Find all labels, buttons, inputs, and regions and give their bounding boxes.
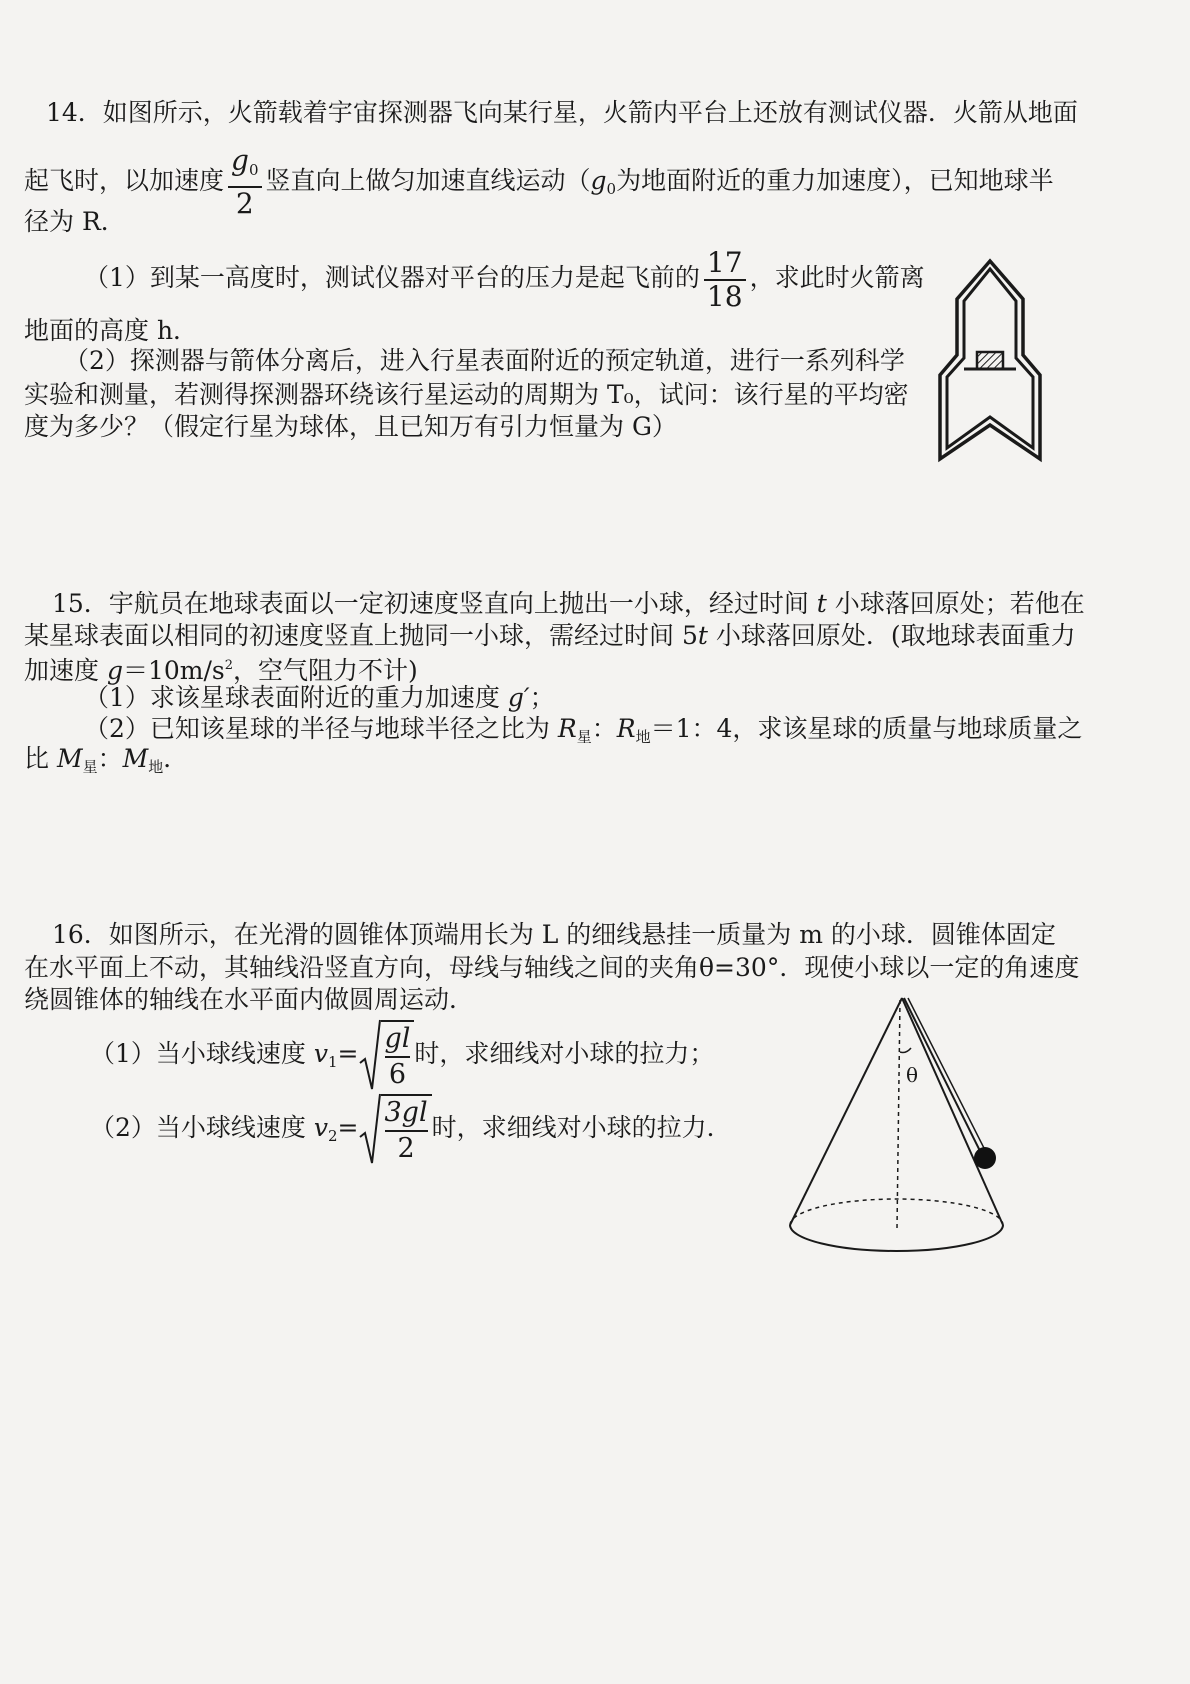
cone-base-front bbox=[790, 1225, 1003, 1251]
q15-t1: t bbox=[816, 589, 827, 618]
q15-p2 bbox=[84, 714, 1082, 752]
q15-line3-a: 加速度 bbox=[24, 656, 100, 685]
q15-t2: t bbox=[697, 621, 708, 650]
q16-p2-den: 2 bbox=[397, 1132, 415, 1164]
g0-sub: 0 bbox=[606, 180, 617, 198]
q15-colon2: ： bbox=[97, 744, 123, 773]
q14-p1-b: ，求此时火箭离 bbox=[749, 263, 925, 292]
q15-R2: R bbox=[616, 714, 636, 743]
q16-v1-sub: 1 bbox=[328, 1053, 338, 1071]
q15-R2-sub: 地 bbox=[635, 728, 651, 746]
q16-v2: v bbox=[313, 1113, 328, 1142]
q14-p1-c: 地面的高度 h． bbox=[24, 316, 199, 345]
accel-fraction bbox=[228, 145, 261, 220]
q15-line3-c: ，空气阻力不计) bbox=[233, 656, 418, 685]
q16-p2-b: 时，求细线对小球的拉力． bbox=[431, 1113, 732, 1142]
q15-line1-a: 15．宇航员在地球表面以一定初速度竖直向上抛出一小球，经过时间 bbox=[52, 589, 809, 618]
q14-line2-c: 为地面附近的重力加速度），已知地球半 bbox=[616, 166, 1054, 195]
q14-line2 bbox=[24, 145, 1054, 224]
q16-p2 bbox=[90, 1092, 732, 1172]
cone-base-back bbox=[790, 1199, 1003, 1225]
q15-p1-a: （1）求该星球表面附近的重力加速度 bbox=[84, 683, 500, 712]
q15-M2: M bbox=[122, 744, 149, 773]
q15-line3-b: ＝10m/s bbox=[122, 656, 225, 685]
cone-left-generatrix bbox=[790, 998, 902, 1225]
q14-line2-b: 竖直向上做匀加速直线运动（ bbox=[265, 166, 591, 195]
g0-symbol: g bbox=[590, 166, 607, 195]
frac-g-sub: 0 bbox=[248, 161, 259, 179]
theta-label: θ bbox=[906, 1063, 919, 1087]
q16-p1-b: 时，求细线对小球的拉力； bbox=[414, 1039, 715, 1068]
q14-line1: 14．如图所示，火箭载着宇宙探测器飞向某行星，火箭内平台上还放有测试仪器．火箭从地面 bbox=[46, 98, 1078, 127]
cone-right-generatrix bbox=[902, 998, 1003, 1225]
q16-v2-sub: 2 bbox=[328, 1127, 338, 1145]
q16-p1-den: 6 bbox=[388, 1058, 407, 1090]
q14-p2-b: 实验和测量，若测得探测器环绕该行星运动的周期为 T₀，试问：该行星的平均密 bbox=[24, 380, 909, 409]
sqrt-gl-over-6 bbox=[359, 1018, 415, 1093]
q16-line3: 绕圆锥体的轴线在水平面内做圆周运动． bbox=[24, 985, 475, 1014]
q15-M2-sub: 地 bbox=[148, 758, 164, 776]
q15-line2 bbox=[24, 621, 1076, 651]
q15-gprime: g′ bbox=[507, 683, 530, 712]
ratio-den: 18 bbox=[706, 279, 743, 313]
q16-p2-eq: = bbox=[337, 1113, 359, 1142]
cone-axis bbox=[897, 1000, 900, 1228]
q14-p1 bbox=[84, 243, 925, 313]
q14-p2-a: （2）探测器与箭体分离后，进入行星表面附近的预定轨道，进行一系列科学 bbox=[64, 346, 905, 375]
q15-p1-b: ； bbox=[529, 683, 555, 712]
q16-p2-a: （2）当小球线速度 bbox=[90, 1113, 306, 1142]
q15-g: g bbox=[106, 656, 123, 685]
frac-den: 2 bbox=[235, 187, 254, 220]
q15-R1: R bbox=[557, 714, 577, 743]
ball bbox=[974, 1147, 996, 1169]
q15-p2-a: （2）已知该星球的半径与地球半径之比为 bbox=[84, 714, 550, 743]
q15-p2-b: ＝1：4，求该星球的质量与地球质量之 bbox=[650, 714, 1083, 743]
q14-p1-a: （1）到某一高度时，测试仪器对平台的压力是起飞前的 bbox=[84, 263, 700, 292]
q15-line1-b: 小球落回原处；若他在 bbox=[834, 589, 1085, 618]
sqrt-3gl-over-2 bbox=[359, 1092, 432, 1167]
frac-g: g bbox=[231, 144, 249, 177]
ratio-num: 17 bbox=[704, 247, 746, 281]
q15-R1-sub: 星 bbox=[576, 728, 592, 746]
q16-v1: v bbox=[313, 1039, 328, 1068]
q15-p1 bbox=[84, 683, 555, 713]
q16-p1 bbox=[90, 1018, 714, 1098]
q15-line2-b: 小球落回原处．(取地球表面重力 bbox=[715, 621, 1076, 650]
q14-line3: 径为 R． bbox=[24, 207, 126, 236]
q16-p1-num: gl bbox=[385, 1022, 411, 1058]
q15-colon1: ： bbox=[591, 714, 617, 743]
q14-line2-a: 起飞时，以加速度 bbox=[24, 166, 225, 195]
q15-line3 bbox=[24, 651, 418, 686]
q15-p2-c-text: 比 bbox=[24, 744, 50, 773]
q16-line2: 在水平面上不动，其轴线沿竖直方向，母线与轴线之间的夹角θ=30°．现使小球以一定的角速度 bbox=[24, 953, 1080, 982]
instrument-block bbox=[977, 352, 1003, 369]
q15-line1 bbox=[52, 589, 1085, 619]
q15-M1: M bbox=[56, 744, 83, 773]
ratio-fraction bbox=[704, 247, 746, 313]
angle-arc bbox=[900, 1048, 911, 1053]
q16-p1-a: （1）当小球线速度 bbox=[90, 1039, 306, 1068]
q15-end: ． bbox=[163, 744, 189, 773]
cone-figure bbox=[780, 990, 1020, 1290]
rocket-figure bbox=[930, 255, 1050, 467]
string-line-inner bbox=[908, 998, 987, 1154]
q16-line1: 16．如图所示，在光滑的圆锥体顶端用长为 L 的细线悬挂一质量为 m 的小球．圆锥体固定 bbox=[52, 920, 1056, 949]
q15-p2-c bbox=[24, 744, 188, 782]
q15-sup: 2 bbox=[224, 658, 234, 673]
q16-p2-num: 3gl bbox=[385, 1096, 428, 1132]
q16-p1-eq: = bbox=[337, 1039, 359, 1068]
q15-M1-sub: 星 bbox=[82, 758, 98, 776]
q14-p2-c: 度为多少？（假定行星为球体，且已知万有引力恒量为 G） bbox=[24, 412, 677, 441]
q15-line2-a: 某星球表面以相同的初速度竖直上抛同一小球，需经过时间 5 bbox=[24, 621, 698, 650]
